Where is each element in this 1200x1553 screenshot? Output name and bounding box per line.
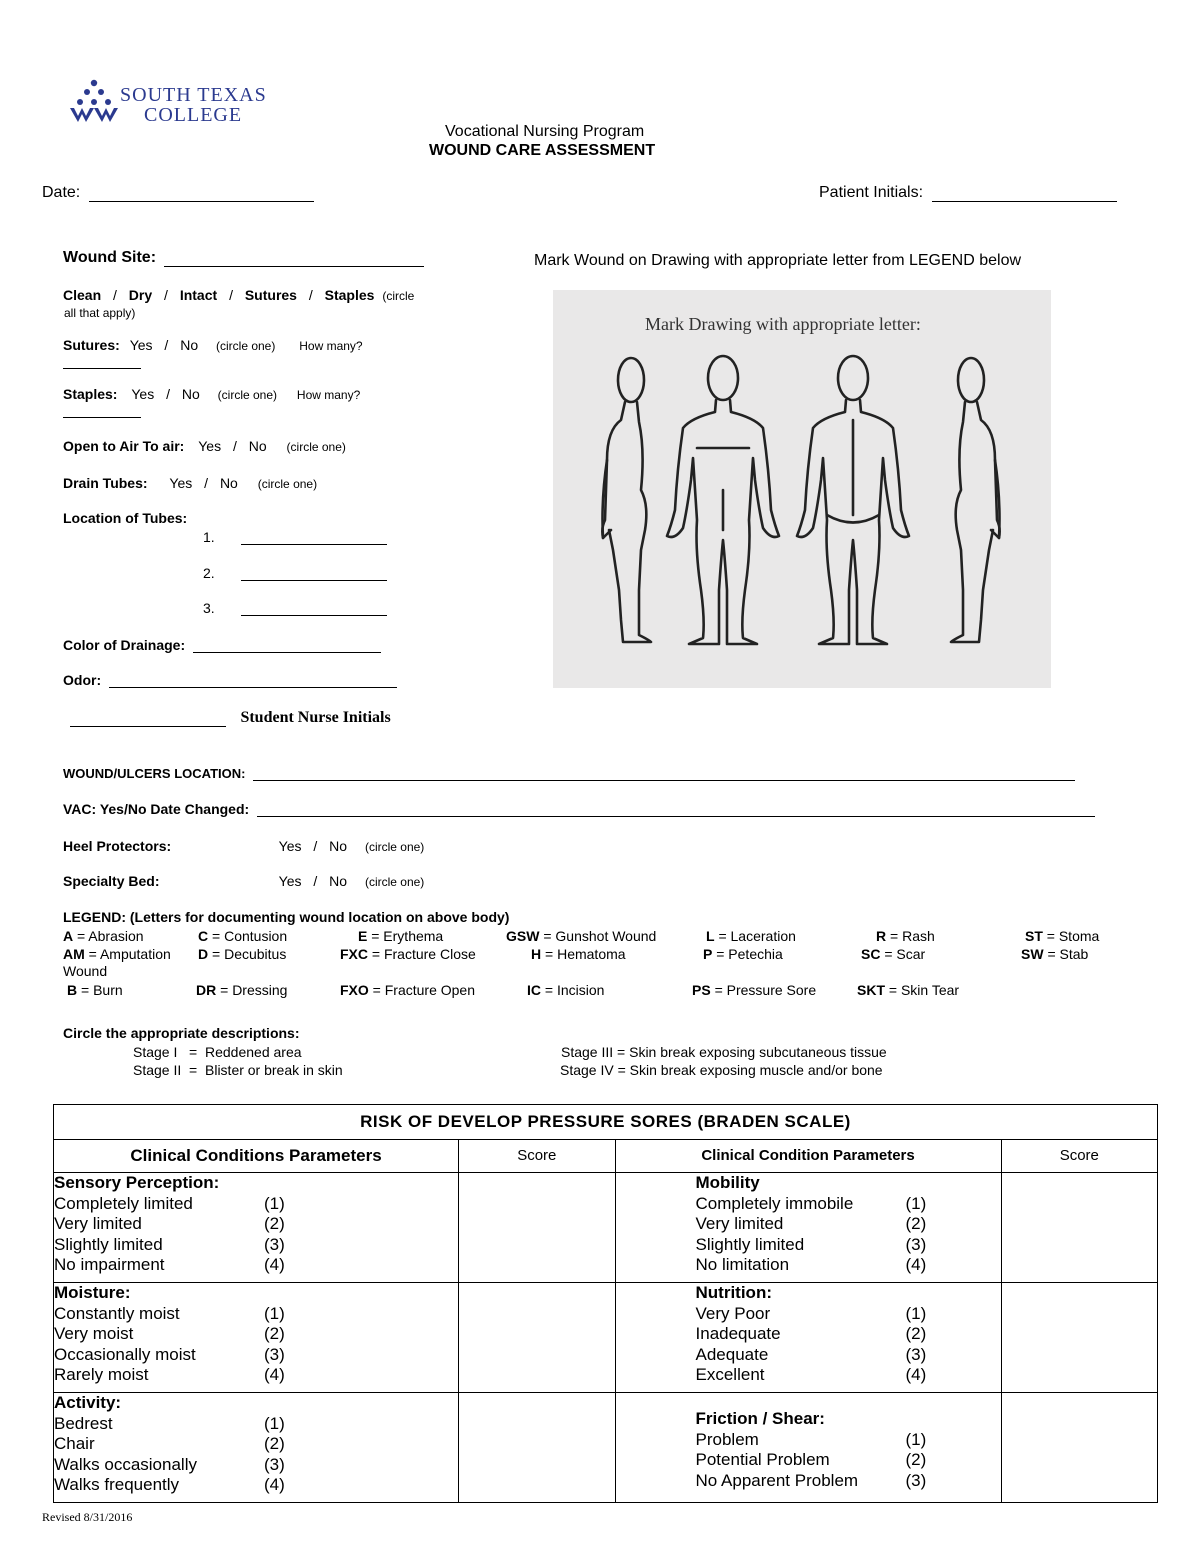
col-header-params-right: Clinical Condition Parameters (615, 1140, 1001, 1173)
wound-site-label: Wound Site: (63, 249, 157, 266)
logo-mark-icon (68, 78, 120, 126)
legend-item: B = Burn (67, 982, 123, 998)
body-outline-icon (553, 290, 1051, 688)
legend-item: AM = Amputation (63, 946, 171, 962)
wound-condition-options[interactable]: Clean / Dry / Intact / Sutures / Staples (circle (63, 287, 415, 303)
col-header-score-left: Score (459, 1140, 615, 1173)
tube-location-1[interactable]: 1. (203, 529, 387, 545)
legend-item: ST = Stoma (1025, 928, 1100, 944)
color-of-drainage-row[interactable]: Color of Drainage: (63, 637, 381, 653)
stage-2[interactable]: Stage II = Blister or break in skin (133, 1062, 343, 1078)
braden-category-activity: Activity: Bedrest (1) Chair (2) Walks occasionally (3) Walks frequently (4) (54, 1393, 459, 1503)
drain-tubes-row[interactable]: Drain Tubes: Yes / No (circle one) (63, 475, 318, 491)
vac-row[interactable]: VAC: Yes/No Date Changed: (63, 801, 1095, 817)
patient-initials-field[interactable] (932, 201, 1117, 202)
score-activity[interactable] (459, 1393, 615, 1503)
legend-item: L = Laceration (706, 928, 796, 944)
legend-item: GSW = Gunshot Wound (506, 928, 657, 944)
college-logo (68, 78, 268, 128)
stage-3[interactable]: Stage III = Skin break exposing subcutaneous tissue (561, 1044, 887, 1060)
legend-item: IC = Incision (527, 982, 605, 998)
mark-instruction: Mark Wound on Drawing with appropriate letter from LEGEND below (534, 252, 1022, 269)
braden-category-moisture: Moisture: Constantly moist (1) Very moist (2) Occasionally moist (3) Rarely moist (4) (54, 1283, 459, 1393)
legend-item: P = Petechia (703, 946, 783, 962)
wound-condition-note: all that apply) (64, 306, 136, 320)
revised-date: Revised 8/31/2016 (42, 1510, 133, 1524)
legend-item: E = Erythema (358, 928, 444, 944)
logo-line2: COLLEGE (144, 104, 243, 126)
braden-category-mobility: Mobility Completely immobile (1) Very limited (2) Slightly limited (3) No limitation (4) (615, 1173, 1001, 1283)
student-initials-label: Student Nurse Initials (240, 709, 391, 726)
program-name: Vocational Nursing Program (445, 123, 645, 140)
stage-4[interactable]: Stage IV = Skin break exposing muscle and/or bone (560, 1062, 883, 1078)
form-title: WOUND CARE ASSESSMENT (429, 142, 656, 159)
legend-item: A = Abrasion (63, 928, 144, 944)
body-diagram[interactable] (553, 290, 1051, 688)
stages-title: Circle the appropriate descriptions: (63, 1025, 300, 1041)
score-moisture[interactable] (459, 1283, 615, 1393)
sutures-row[interactable]: Sutures: Yes / No (circle one) How many? (63, 337, 363, 353)
location-of-tubes-label: Location of Tubes: (63, 510, 188, 526)
legend-wrap: Wound (63, 963, 108, 979)
logo-line1: SOUTH TEXAS (120, 84, 267, 106)
legend-item: SC = Scar (861, 946, 926, 962)
score-mobility[interactable] (1001, 1173, 1157, 1283)
heel-protectors-row[interactable]: Heel Protectors: Yes / No (circle one) (63, 838, 425, 854)
legend-title: LEGEND: (Letters for documenting wound location on above body) (63, 909, 510, 925)
legend-item: R = Rash (876, 928, 935, 944)
figure-caption: Mark Drawing with appropriate letter: (645, 314, 921, 334)
legend-item: D = Decubitus (198, 946, 287, 962)
legend-item: SW = Stab (1021, 946, 1089, 962)
wound-ulcers-row[interactable]: WOUND/ULCERS LOCATION: (63, 766, 1075, 781)
braden-scale-table (53, 1104, 1158, 1503)
date-field[interactable] (89, 201, 314, 202)
wound-site-field[interactable] (164, 266, 424, 267)
legend-item: DR = Dressing (196, 982, 288, 998)
specialty-bed-row[interactable]: Specialty Bed: Yes / No (circle one) (63, 873, 425, 889)
staples-row[interactable]: Staples: Yes / No (circle one) How many? (63, 386, 361, 402)
score-friction[interactable] (1001, 1393, 1157, 1503)
legend-item: SKT = Skin Tear (857, 982, 960, 998)
col-header-score-right: Score (1001, 1140, 1157, 1173)
legend-item: H = Hematoma (531, 946, 626, 962)
stage-1[interactable]: Stage I = Reddened area (133, 1044, 302, 1060)
legend-item: PS = Pressure Sore (692, 982, 817, 998)
legend-item: FXO = Fracture Open (340, 982, 475, 998)
col-header-params-left: Clinical Conditions Parameters (54, 1140, 459, 1173)
score-nutrition[interactable] (1001, 1283, 1157, 1393)
student-initials-row[interactable] (70, 709, 391, 727)
legend-item: FXC = Fracture Close (340, 946, 476, 962)
odor-row[interactable]: Odor: (63, 672, 397, 688)
braden-category-nutrition: Nutrition: Very Poor (1) Inadequate (2) Adequate (3) Excellent (4) (615, 1283, 1001, 1393)
date-label: Date: (42, 184, 81, 201)
open-to-air-row[interactable]: Open to Air To air: Yes / No (circle one) (63, 438, 346, 454)
tube-location-2[interactable]: 2. (203, 565, 387, 581)
sutures-count-field[interactable] (63, 368, 141, 369)
score-sensory[interactable] (459, 1173, 615, 1283)
legend-item: C = Contusion (198, 928, 288, 944)
patient-initials-label: Patient Initials: (819, 184, 924, 201)
braden-category-friction: Friction / Shear: Problem (1) Potential Problem (2) No Apparent Problem (3) (615, 1393, 1001, 1503)
braden-category-sensory: Sensory Perception: Completely limited (1) Very limited (2) Slightly limited (3) No impairment (4) (54, 1173, 459, 1283)
braden-title: RISK OF DEVELOP PRESSURE SORES (BRADEN SCALE) (54, 1105, 1158, 1140)
staples-count-field[interactable] (63, 417, 141, 418)
tube-location-3[interactable]: 3. (203, 600, 387, 616)
